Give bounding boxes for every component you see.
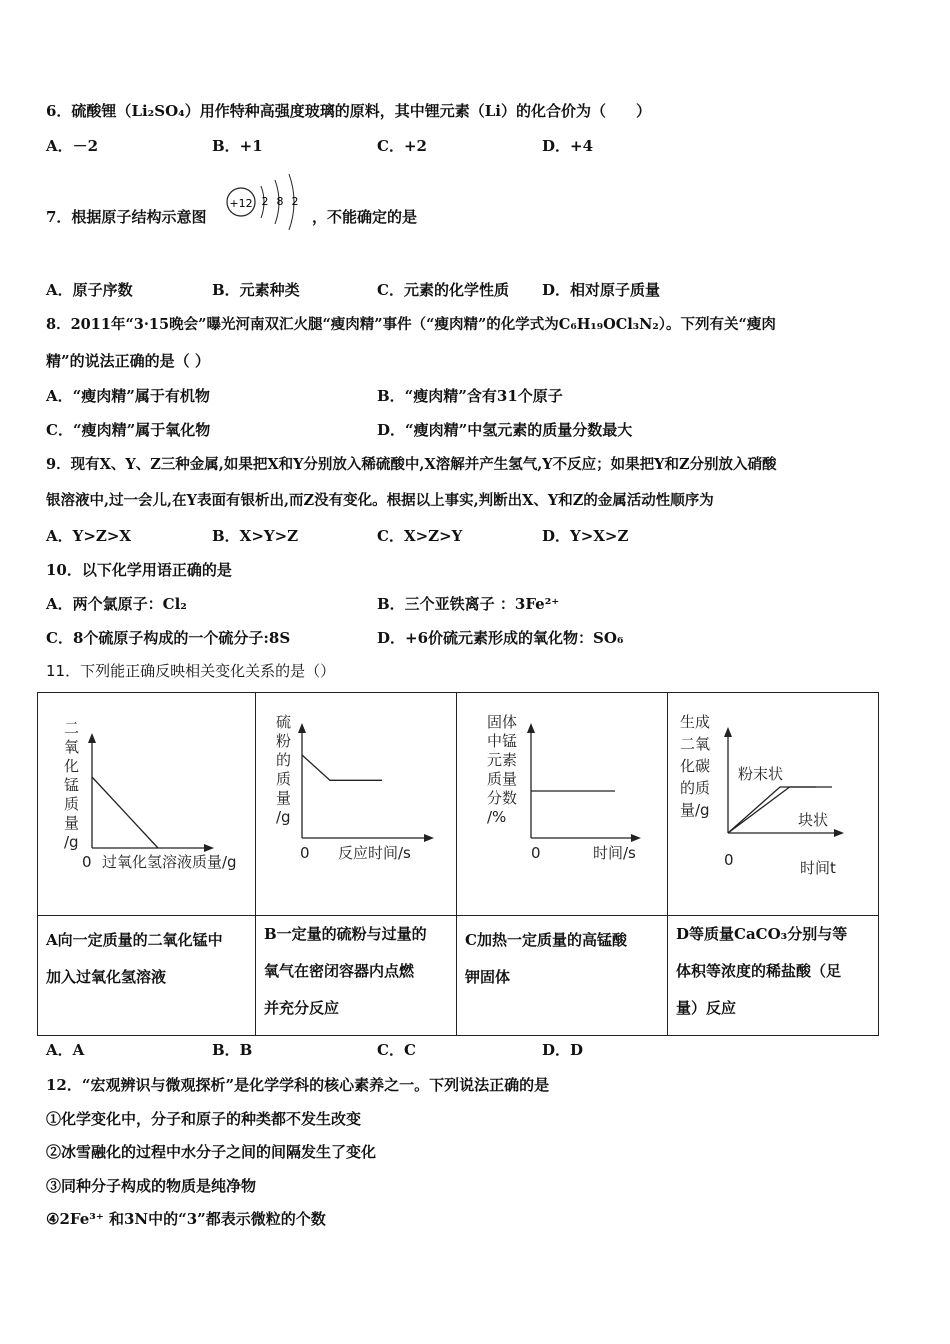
caption-b [256, 916, 457, 1036]
shell-electrons-1: 2 [261, 195, 269, 208]
graph-cell-c [457, 693, 668, 916]
y-axis-label-char: 二 [64, 719, 80, 737]
q11-stem: 11．下列能正确反映相关变化关系的是（） [46, 662, 336, 680]
q8-option-c[interactable]: C．“瘦肉精”属于氧化物 [46, 421, 211, 439]
caption-a [38, 916, 256, 1036]
q8-stem-line1: 8．2011年“3·15晚会”曝光河南双汇火腿“瘦肉精”事件（“瘦肉精”的化学式为C₆H₁₉OCl₃N₂）。下列有关“瘦肉 [46, 316, 776, 333]
graph-c [457, 693, 667, 915]
x-axis-arrow [631, 834, 641, 842]
q8-stem-line2: 精”的说法正确的是（ ） [46, 352, 210, 370]
q9-option-d[interactable]: D．Y>X>Z [542, 527, 629, 545]
caption-line: 氧气在密闭容器内点燃 [264, 962, 415, 980]
q9-stem-line2: 银溶液中,过一会儿,在Y表面有银析出,而Z没有变化。根据以上事实,判断出X、Y和Z的金属活动性顺序为 [46, 492, 714, 509]
y-axis-label-char: 量 [64, 814, 80, 832]
y-axis-label-char: /g [64, 833, 79, 851]
q12-item-1: ①化学变化中，分子和原子的种类都不发生改变 [46, 1110, 362, 1128]
y-axis-label-char: 元素 [487, 751, 518, 769]
origin-label: 0 [724, 851, 734, 869]
q6-stem: 6．硫酸锂（Li₂SO₄）用作特种高强度玻璃的原料，其中锂元素（Li）的化合价为（ ） [46, 102, 651, 120]
q7-option-b[interactable]: B．元素种类 [212, 281, 300, 299]
curve-label-block: 块状 [798, 811, 829, 829]
y-axis-label-char: 氧 [64, 738, 80, 756]
shell-electrons-3: 2 [291, 195, 299, 208]
q10-option-c[interactable]: C．8个硫原子构成的一个硫分子:8S [46, 629, 291, 647]
origin-label: 0 [82, 853, 92, 871]
caption-line: D等质量CaCO₃分别与等 [676, 925, 848, 943]
q9-option-b[interactable]: B．X>Y>Z [212, 527, 299, 545]
x-axis-arrow [834, 829, 844, 837]
y-axis-label-char: 生成 [680, 713, 711, 731]
q7-option-c[interactable]: C．元素的化学性质 [377, 281, 509, 299]
caption-line: 量）反应 [676, 999, 737, 1017]
y-axis-label-char: 质量 [487, 770, 518, 788]
q10-stem: 10．以下化学用语正确的是 [46, 561, 232, 579]
q11-graph-table [37, 692, 879, 1036]
x-axis-label: 时间/s [593, 844, 636, 862]
y-axis-label-char: /% [487, 808, 507, 826]
q12-stem: 12．“宏观辨识与微观探析”是化学学科的核心素养之一。下列说法正确的是 [46, 1076, 550, 1094]
graph-d [668, 693, 878, 915]
caption-line: 加入过氧化氢溶液 [46, 968, 167, 986]
q7-stem-prefix: 7．根据原子结构示意图 [46, 208, 207, 226]
q11-option-b[interactable]: B．B [212, 1041, 253, 1059]
q11-option-d[interactable]: D．D [542, 1041, 584, 1059]
caption-c [457, 916, 668, 1036]
y-axis-label-char: 质 [276, 770, 292, 788]
y-axis-arrow [724, 727, 732, 737]
q8-option-d[interactable]: D．“瘦肉精”中氢元素的质量分数最大 [377, 421, 633, 439]
graph-a [38, 693, 255, 915]
q7-option-d[interactable]: D．相对原子质量 [542, 281, 661, 299]
q8-option-a[interactable]: A．“瘦肉精”属于有机物 [46, 387, 210, 405]
q12-item-3: ③同种分子构成的物质是纯净物 [46, 1177, 257, 1195]
q11-option-c[interactable]: C．C [377, 1041, 416, 1059]
shell-electrons-2: 8 [276, 195, 284, 208]
graph-cell-a [38, 693, 256, 916]
x-axis-arrow [424, 834, 434, 842]
y-axis-label-char: 二氧 [680, 735, 711, 753]
q6-option-d[interactable]: D．+4 [542, 137, 594, 155]
caption-line: B一定量的硫粉与过量的 [264, 925, 427, 943]
q9-option-c[interactable]: C．X>Z>Y [377, 527, 463, 545]
q8-option-b[interactable]: B．“瘦肉精”含有31个原子 [377, 387, 563, 405]
q12-item-2: ②冰雪融化的过程中水分子之间的间隔发生了变化 [46, 1143, 377, 1161]
y-axis-label-char: 化碳 [680, 757, 711, 775]
y-axis-label-char: 的 [276, 751, 292, 769]
graph-cell-b [256, 693, 457, 916]
x-axis-label: 时间t [800, 859, 836, 877]
curve-label-powder: 粉末状 [738, 765, 784, 783]
y-axis-label-char: /g [276, 808, 291, 826]
graph-b [256, 693, 456, 915]
y-axis-label-char: 粉 [276, 732, 292, 750]
x-axis-arrow [204, 844, 214, 852]
y-axis-label-char: 硫 [276, 713, 292, 731]
caption-line: A向一定质量的二氧化锰中 [46, 931, 223, 949]
y-axis-label-char: 中锰 [487, 732, 518, 750]
q11-option-a[interactable]: A．A [46, 1041, 85, 1059]
q6-option-b[interactable]: B．+1 [212, 137, 263, 155]
q10-option-b[interactable]: B．三个亚铁离子 ：3Fe²⁺ [377, 595, 560, 613]
q6-option-c[interactable]: C．+2 [377, 137, 427, 155]
y-axis-arrow [527, 723, 535, 733]
nucleus-charge: +12 [229, 197, 253, 210]
origin-label: 0 [531, 844, 541, 862]
q6-option-a[interactable]: A．－2 [46, 137, 99, 155]
y-axis-arrow [298, 723, 306, 733]
x-axis-label: 过氧化氢溶液质量/g [102, 853, 237, 871]
caption-line: 并充分反应 [264, 999, 340, 1017]
caption-line: 钾固体 [465, 968, 511, 986]
y-axis-label-char: 锰 [64, 776, 80, 794]
y-axis-label-char: 固体 [487, 713, 518, 731]
origin-label: 0 [300, 844, 310, 862]
y-axis-label-char: 量 [276, 789, 292, 807]
q10-option-a[interactable]: A．两个氯原子：Cl₂ [46, 595, 187, 613]
caption-d [668, 916, 879, 1036]
graph-cell-d [668, 693, 879, 916]
q9-stem-line1: 9．现有X、Y、Z三种金属,如果把X和Y分别放入稀硫酸中,X溶解并产生氢气,Y不反应；如果把Y和Z分别放入硝酸 [46, 456, 777, 473]
y-axis-label-char: 分数 [487, 789, 518, 807]
y-axis-label-char: 的质 [680, 779, 711, 797]
atom-structure-diagram [225, 172, 315, 232]
data-line-a [92, 777, 158, 848]
y-axis-arrow [88, 733, 96, 743]
data-line-b [302, 755, 382, 780]
caption-line: C加热一定质量的高锰酸 [465, 931, 627, 949]
x-axis-label: 反应时间/s [338, 844, 411, 862]
y-axis-label-char: 量/g [680, 801, 710, 819]
q9-option-a[interactable]: A．Y>Z>X [46, 527, 132, 545]
y-axis-label-char: 化 [64, 757, 80, 775]
caption-line: 体积等浓度的稀盐酸（足 [676, 962, 842, 980]
q7-option-a[interactable]: A．原子序数 [46, 281, 133, 299]
q12-item-4: ④2Fe³⁺ 和3N中的“3”都表示微粒的个数 [46, 1210, 326, 1228]
y-axis-label-char: 质 [64, 795, 80, 813]
q7-stem-suffix: ，不能确定的是 [312, 208, 418, 226]
q10-option-d[interactable]: D．+6价硫元素形成的氧化物：SO₆ [377, 629, 624, 647]
